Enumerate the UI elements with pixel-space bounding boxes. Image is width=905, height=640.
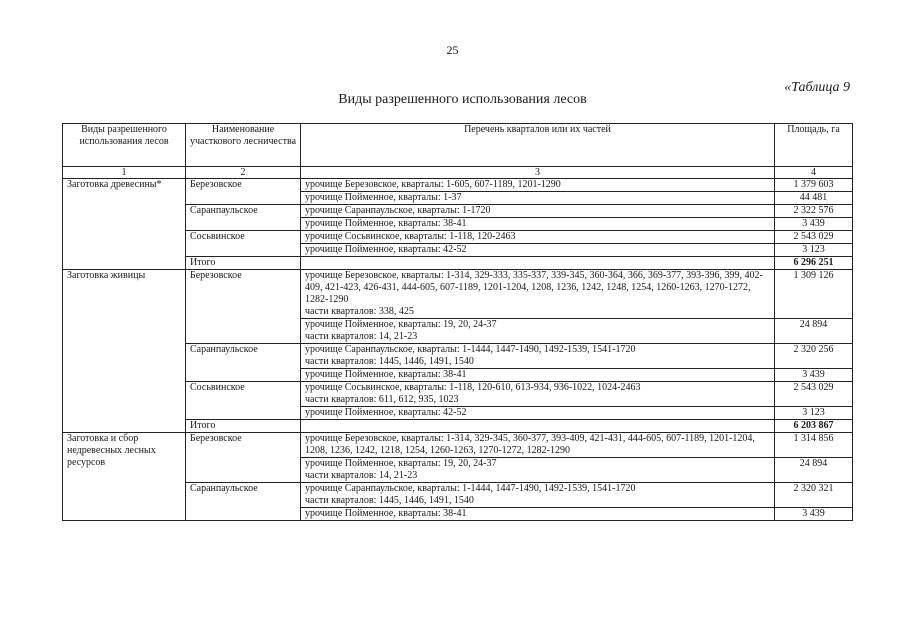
partial-quarters-text: части кварталов: 338, 425	[305, 306, 414, 317]
column-number: 2	[186, 167, 301, 179]
table-header-row	[63, 124, 853, 167]
page-number: 25	[446, 43, 459, 57]
area-cell: 2 320 321	[775, 483, 853, 508]
quarters-cell: урочище Саранпаульское, кварталы: 1-1720	[301, 205, 775, 218]
total-label: Итого	[186, 257, 301, 270]
forestry-name-cell: Сосьвинское	[186, 382, 301, 420]
area-cell: 2 543 029	[775, 231, 853, 244]
forestry-name-cell: Березовское	[186, 433, 301, 483]
quarters-cell	[301, 483, 775, 508]
header-quarters-list: Перечень кварталов или их частей	[301, 124, 775, 167]
quarters-cell: урочище Пойменное, кварталы: 42-52	[301, 244, 775, 257]
document-title: Виды разрешенного использования лесов	[338, 92, 587, 107]
partial-quarters-text: части кварталов: 1445, 1446, 1491, 1540	[305, 495, 474, 506]
forestry-name-cell: Березовское	[186, 179, 301, 205]
column-number: 1	[63, 167, 186, 179]
quarters-text: урочище Саранпаульское, кварталы: 1-1444, 1447-1490, 1492-1539, 1541-1720	[305, 344, 636, 355]
forestry-name-cell: Сосьвинское	[186, 231, 301, 257]
area-cell: 24 894	[775, 458, 853, 483]
quarters-text: урочище Березовское, кварталы: 1-314, 329-333, 335-337, 339-345, 360-364, 366, 369-377, 393-396, 399, 402-409, 421-423, 426-431, 444-605, 607-1189, 1201-1204, 1208, 1236, 1242, 1248, 1254, 1260-1263, 1270-1272, 1282-1290	[305, 270, 763, 305]
quarters-text: урочище Пойменное, кварталы: 19, 20, 24-37	[305, 458, 497, 469]
forestry-name-cell: Саранпаульское	[186, 483, 301, 521]
empty-cell	[301, 257, 775, 270]
table-row	[63, 433, 853, 458]
empty-cell	[301, 420, 775, 433]
area-cell: 3 439	[775, 218, 853, 231]
quarters-cell: урочище Пойменное, кварталы: 1-37	[301, 192, 775, 205]
header-forestry-name: Наименование участкового лесничества	[186, 124, 301, 167]
quarters-cell: урочище Березовское, кварталы: 1-605, 607-1189, 1201-1290	[301, 179, 775, 192]
area-cell: 1 314 856	[775, 433, 853, 458]
area-cell: 44 481	[775, 192, 853, 205]
partial-quarters-text: части кварталов: 1445, 1446, 1491, 1540	[305, 356, 474, 367]
use-type-cell: Заготовка живицы	[63, 270, 186, 433]
partial-quarters-text: части кварталов: 611, 612, 935, 1023	[305, 394, 459, 405]
quarters-cell: урочище Пойменное, кварталы: 42-52	[301, 407, 775, 420]
header-use-type: Виды разрешенного использования лесов	[63, 124, 186, 167]
quarters-cell: урочище Пойменное, кварталы: 38-41	[301, 508, 775, 521]
area-cell: 2 320 256	[775, 344, 853, 369]
area-cell: 2 322 576	[775, 205, 853, 218]
forestry-name-cell: Саранпаульское	[186, 344, 301, 382]
area-cell: 1 379 603	[775, 179, 853, 192]
table-row	[63, 179, 853, 192]
quarters-cell	[301, 270, 775, 319]
quarters-cell: урочище Пойменное, кварталы: 38-41	[301, 369, 775, 382]
column-number: 3	[301, 167, 775, 179]
column-number: 4	[775, 167, 853, 179]
area-cell: 2 543 029	[775, 382, 853, 407]
use-type-cell: Заготовка и сбор недревесных лесных ресурсов	[63, 433, 186, 521]
forestry-name-cell: Саранпаульское	[186, 205, 301, 231]
quarters-cell	[301, 344, 775, 369]
quarters-cell	[301, 319, 775, 344]
header-area: Площадь, га	[775, 124, 853, 167]
table-row	[63, 270, 853, 319]
quarters-text: урочище Сосьвинское, кварталы: 1-118, 120-610, 613-934, 936-1022, 1024-2463	[305, 382, 641, 393]
total-area: 6 296 251	[775, 257, 853, 270]
partial-quarters-text: части кварталов: 14, 21-23	[305, 331, 418, 342]
table-label: «Таблица 9	[784, 80, 850, 95]
quarters-cell	[301, 458, 775, 483]
area-cell: 1 309 126	[775, 270, 853, 319]
area-cell: 3 123	[775, 244, 853, 257]
forestry-name-cell: Березовское	[186, 270, 301, 344]
quarters-cell: урочище Пойменное, кварталы: 38-41	[301, 218, 775, 231]
area-cell: 3 123	[775, 407, 853, 420]
area-cell: 24 894	[775, 319, 853, 344]
quarters-text: урочище Саранпаульское, кварталы: 1-1444, 1447-1490, 1492-1539, 1541-1720	[305, 483, 636, 494]
total-area: 6 203 867	[775, 420, 853, 433]
quarters-cell: урочище Березовское, кварталы: 1-314, 329-345, 360-377, 393-409, 421-431, 444-605, 607-1189, 1201-1204, 1208, 1236, 1242, 1218, 1254, 1260-1263, 1270-1272, 1282-1290	[301, 433, 775, 458]
partial-quarters-text: части кварталов: 14, 21-23	[305, 470, 418, 481]
quarters-cell: урочище Сосьвинское, кварталы: 1-118, 120-2463	[301, 231, 775, 244]
quarters-text: урочище Пойменное, кварталы: 19, 20, 24-37	[305, 319, 497, 330]
area-cell: 3 439	[775, 508, 853, 521]
forest-use-table	[62, 123, 853, 521]
total-label: Итого	[186, 420, 301, 433]
use-type-cell: Заготовка древесины*	[63, 179, 186, 270]
column-number-row	[63, 167, 853, 179]
quarters-cell	[301, 382, 775, 407]
area-cell: 3 439	[775, 369, 853, 382]
